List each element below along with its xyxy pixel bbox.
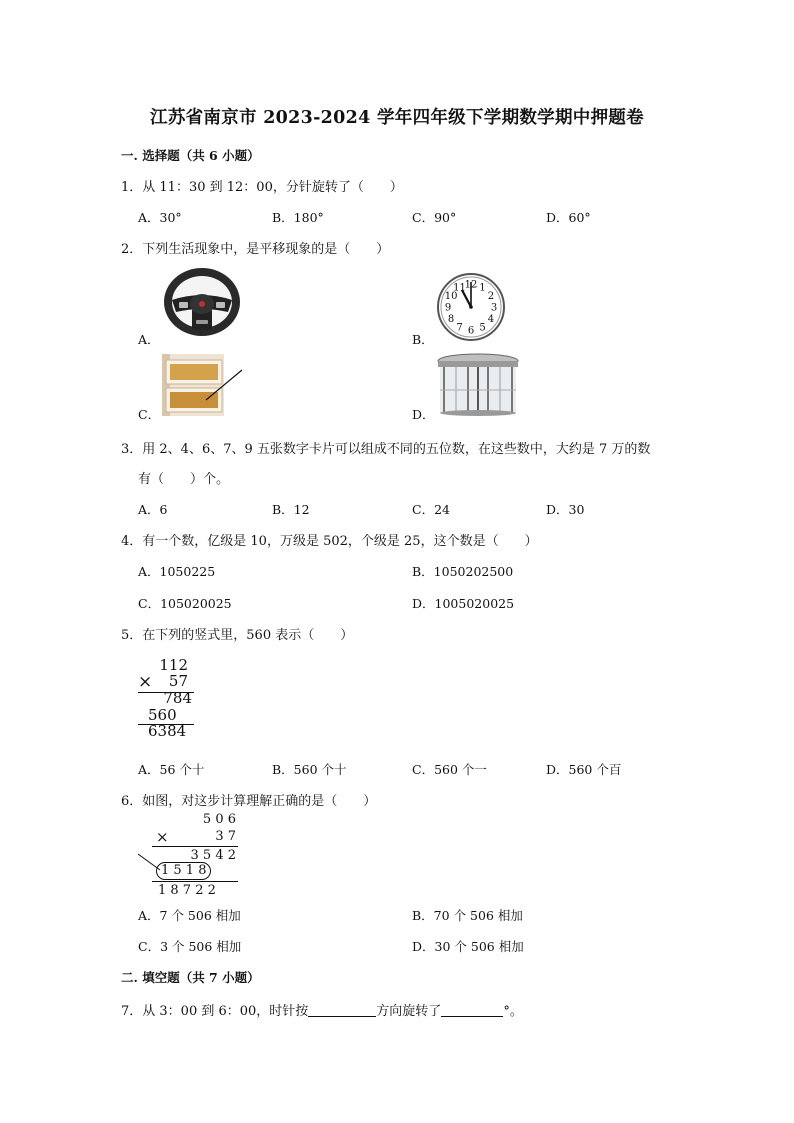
q6-times-sign: × [156,828,169,846]
q6-option-c[interactable]: C．3 个 506 相加 [138,939,242,954]
q5-product: 6384 [148,722,187,740]
q1-option-b[interactable]: B．180° [272,210,324,225]
q5-multiplier: 57 [168,672,188,690]
q5-vertical-multiplication [138,656,198,744]
q7-blank-degrees[interactable] [441,1004,503,1017]
q7-text-part2: 方向旋转了 [376,1004,442,1019]
revolving-door-image [436,352,520,416]
q3-option-d[interactable]: D．30 [546,502,585,517]
clock-numeral: 4 [487,314,495,325]
q1-option-c[interactable]: C．90° [412,210,457,225]
section-choice-heading: 一. 选择题（共 6 小题） [121,148,260,163]
q5-partial-product-1: 784 [163,689,192,707]
q7-blank-direction[interactable] [308,1004,376,1017]
q2-option-d[interactable]: D． [412,407,435,422]
q4-option-b[interactable]: B．1050202500 [412,564,514,579]
clock-numeral: 7 [456,322,463,334]
q5-times-sign: × [138,672,153,692]
steering-wheel-image [162,264,242,338]
q6-rule-2 [152,881,238,882]
clock-numeral: 1 [479,282,486,294]
q6-multiplicand: 5 0 6 [202,812,236,827]
q3-option-c[interactable]: C．24 [412,502,450,517]
q3-option-b[interactable]: B．12 [272,502,310,517]
question-1-stem: 1．从 11：30 到 12：00，分针旋转了（ ） [121,180,403,195]
clock-numeral: 6 [467,325,475,337]
question-2-stem: 2．下列生活现象中，是平移现象的是（ ） [121,242,390,257]
q2-option-b[interactable]: B． [412,332,434,347]
q1-option-d[interactable]: D．60° [546,210,591,225]
question-3-stem-line1: 3．用 2、4、6、7、9 五张数字卡片可以组成不同的五位数，在这些数中，大约是 7 万的数 [121,442,651,457]
clock-numeral: 5 [479,322,486,334]
q4-option-a[interactable]: A．1050225 [138,564,216,579]
clock-numeral: 10 [444,291,458,302]
question-7-stem [121,1000,523,1019]
clock-numeral: 3 [490,302,498,314]
q6-option-a[interactable]: A．7 个 506 相加 [138,908,241,923]
q2-option-c[interactable]: C． [138,407,161,422]
q6-partial-product-1: 3 5 4 2 [190,848,236,863]
q4-option-d[interactable]: D．1005020025 [412,596,515,611]
drawer-image [162,354,244,416]
clock-numeral: 12 [464,279,478,291]
q7-text-part3: °。 [503,1004,523,1019]
q3-option-a[interactable]: A．6 [138,502,168,517]
question-4-stem: 4．有一个数，亿级是 10，万级是 502，个级是 25，这个数是（ ） [121,534,538,549]
q2-option-a[interactable]: A． [138,332,160,347]
clock-image [436,272,506,342]
q6-multiplier: 3 7 [215,829,236,844]
q5-option-d[interactable]: D．560 个百 [546,762,622,777]
q6-option-b[interactable]: B．70 个 506 相加 [412,908,523,923]
q6-product: 1 8 7 2 2 [158,883,216,898]
question-5-stem: 5．在下列的竖式里，560 表示（ ） [121,628,354,643]
q7-text-part1: 7．从 3：00 到 6：00，时针按 [121,1004,309,1019]
q6-partial-product-2: 1 5 1 8 [156,862,211,880]
q6-option-d[interactable]: D．30 个 506 相加 [412,939,524,954]
q6-pointer-line [138,850,162,874]
q5-partial-product-2: 560 [148,706,177,724]
q5-option-c[interactable]: C．560 个一 [412,762,487,777]
q5-multiplicand: 112 [159,656,188,674]
q4-option-c[interactable]: C．105020025 [138,596,232,611]
q1-option-a[interactable]: A．30° [138,210,182,225]
question-6-stem: 6．如图，对这步计算理解正确的是（ ） [121,794,377,809]
q5-option-a[interactable]: A．56 个十 [138,762,205,777]
q6-vertical-multiplication [138,812,248,902]
clock-numeral: 9 [444,302,452,314]
section-fill-blank-heading: 二. 填空题（共 7 小题） [121,970,260,985]
clock-numeral: 2 [487,291,495,302]
q5-option-b[interactable]: B．560 个十 [272,762,347,777]
clock-numeral: 8 [447,314,455,325]
question-3-stem-line2: 有（ ）个。 [138,472,230,487]
q6-rule-1 [152,846,238,847]
clock-numeral: 11 [453,282,466,294]
page-title: 江苏省南京市 2023-2024 学年四年级下学期数学期中押题卷 [150,108,644,128]
